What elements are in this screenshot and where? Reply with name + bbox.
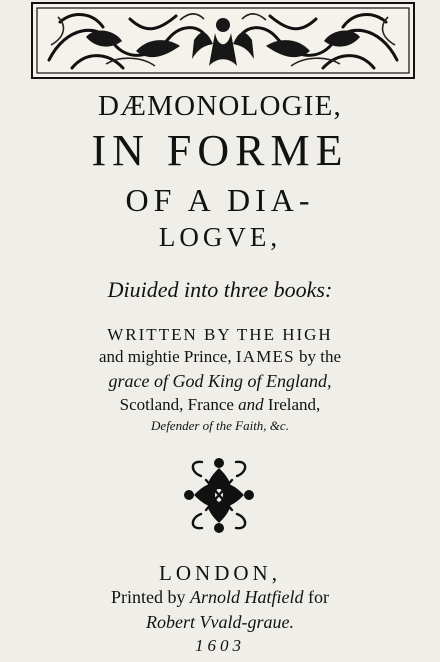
publication-year: 1603	[195, 636, 245, 655]
ireland: Ireland,	[267, 395, 321, 414]
authorship-line-1: WRITTEN BY THE HIGH	[107, 325, 333, 344]
subtitle-line-3: LOGVE,	[158, 222, 282, 252]
authorship-line-2	[0, 348, 440, 365]
center-fleuron-icon	[181, 455, 257, 536]
author-name: IAMES	[235, 347, 295, 366]
printed-by-prefix: Printed by	[111, 587, 186, 607]
authorship-line-4	[0, 396, 440, 413]
subtitle-line-1: IN FORME	[91, 126, 349, 175]
authorship-line-3: grace of God King of England,	[108, 371, 332, 391]
prince-suffix: by the	[299, 347, 342, 366]
authorship-line-5: Defender of the Faith, &c.	[151, 418, 289, 433]
printed-for: for	[308, 587, 329, 607]
bookseller-name: Robert Vvald-graue.	[146, 612, 294, 632]
description: Diuided into three books:	[107, 277, 333, 302]
decorative-headpiece-icon	[31, 2, 415, 79]
and-word: and	[238, 395, 264, 414]
printer-name: Arnold Hatfield	[190, 587, 304, 607]
book-title: DÆMONOLOGIE,	[98, 90, 342, 122]
subtitle-line-2: OF A DIA-	[125, 182, 315, 218]
scotland-france: Scotland, France	[119, 395, 234, 414]
imprint-city: LONDON,	[159, 561, 281, 585]
imprint-printed-line	[0, 588, 440, 606]
prince-prefix: and mightie Prince,	[98, 347, 232, 366]
